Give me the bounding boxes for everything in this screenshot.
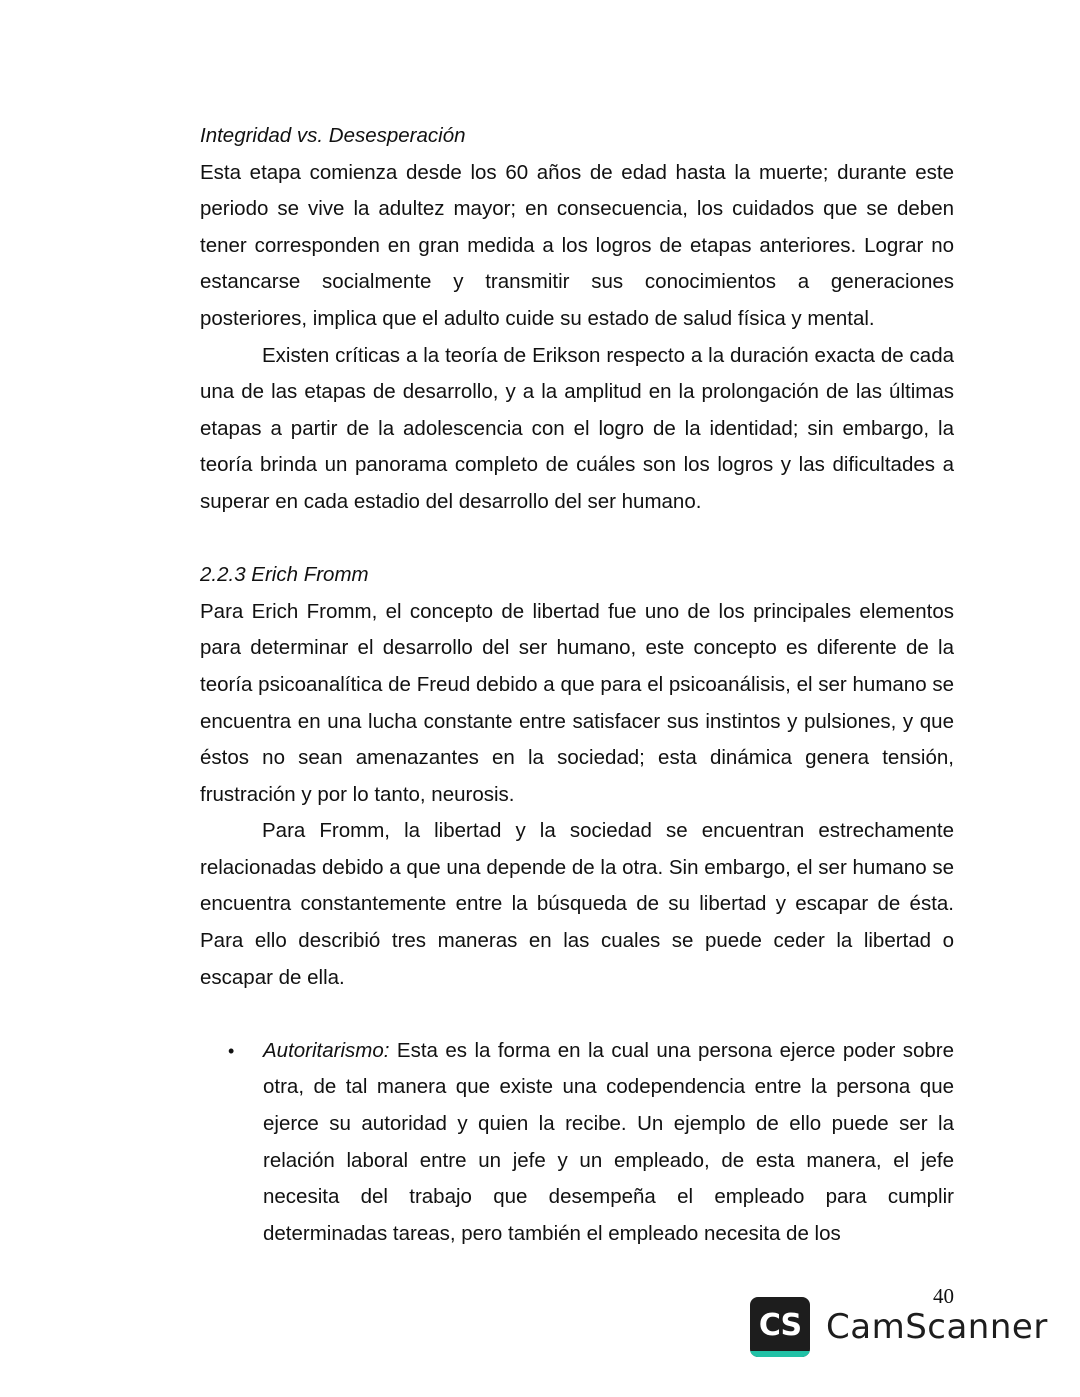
paragraph-erikson-critique: Existen críticas a la teoría de Erikson respecto a la duración exacta de cada una de las etapas de desarrollo, y a la amplitud en la prolongación de las últimas etapas a partir de la adolescencia con el logro de la identidad; sin embargo, la teoría brinda un panorama completo de cuáles son los logros y las dificultades a superar en cada estadio del desarrollo del ser humano. bbox=[200, 343, 954, 513]
paragraph-integridad-description: Esta etapa comienza desde los 60 años de edad hasta la muerte; durante este periodo se vive la adultez mayor; en consecuencia, los cuidados que se deben tener corresponden en gran medida a los logros de etapas anteriores. Lograr no estancarse socialmente y transmitir sus conocimientos a generaciones posteriores, implica que el adulto cuide su estado de salud física y mental. bbox=[200, 160, 954, 330]
section-heading-erich-fromm: 2.2.3 Erich Fromm bbox=[200, 563, 369, 587]
camscanner-watermark bbox=[750, 1297, 1050, 1357]
bullet-term: Autoritarismo: bbox=[263, 1038, 390, 1062]
page-number: 40 bbox=[933, 1284, 954, 1308]
brand-name: CamScanner bbox=[826, 1307, 1048, 1347]
section-spacer bbox=[200, 996, 954, 1033]
section-spacer bbox=[200, 521, 954, 558]
bullet-text: Esta es la forma en la cual una persona ejerce poder sobre otra, de tal manera que existe una codependencia entre la persona que ejerce su autoridad y quien la recibe. Un ejemplo de ello puede ser la relación laboral entre un jefe y un empleado, de esta manera, el jefe necesita del trabajo que desempeña el empleado para cumplir determinadas tareas, pero también el empleado necesita de los bbox=[263, 1038, 954, 1245]
section-heading-integridad: Integridad vs. Desesperación bbox=[200, 124, 466, 147]
bullet-icon: • bbox=[228, 1040, 235, 1061]
list-item bbox=[200, 1033, 954, 1253]
logo-text: CS bbox=[758, 1307, 802, 1343]
paragraph-fromm-libertad: Para Erich Fromm, el concepto de libertad fue uno de los principales elementos para determinar el desarrollo del ser humano, este concepto es diferente de la teoría psicoanalítica de Freud debido a que para el psicoanálisis, el ser humano se encuentra en una lucha constante entre satisfacer sus instintos y pulsiones, y que éstos no sean amenazantes en la sociedad; esta dinámica genera tensión, frustración y por lo tanto, neurosis. bbox=[200, 599, 954, 806]
document-page bbox=[200, 118, 954, 1252]
paragraph-fromm-sociedad: Para Fromm, la libertad y la sociedad se encuentran estrechamente relacionadas debido a que una depende de la otra. Sin embargo, el ser humano se encuentra constantemente entre la búsqueda de su libertad y escapar de ésta. Para ello describió tres maneras en las cuales se puede ceder la libertad o escapar de ella. bbox=[200, 819, 954, 989]
camscanner-logo-icon bbox=[750, 1297, 810, 1357]
bullet-list bbox=[200, 1033, 954, 1253]
